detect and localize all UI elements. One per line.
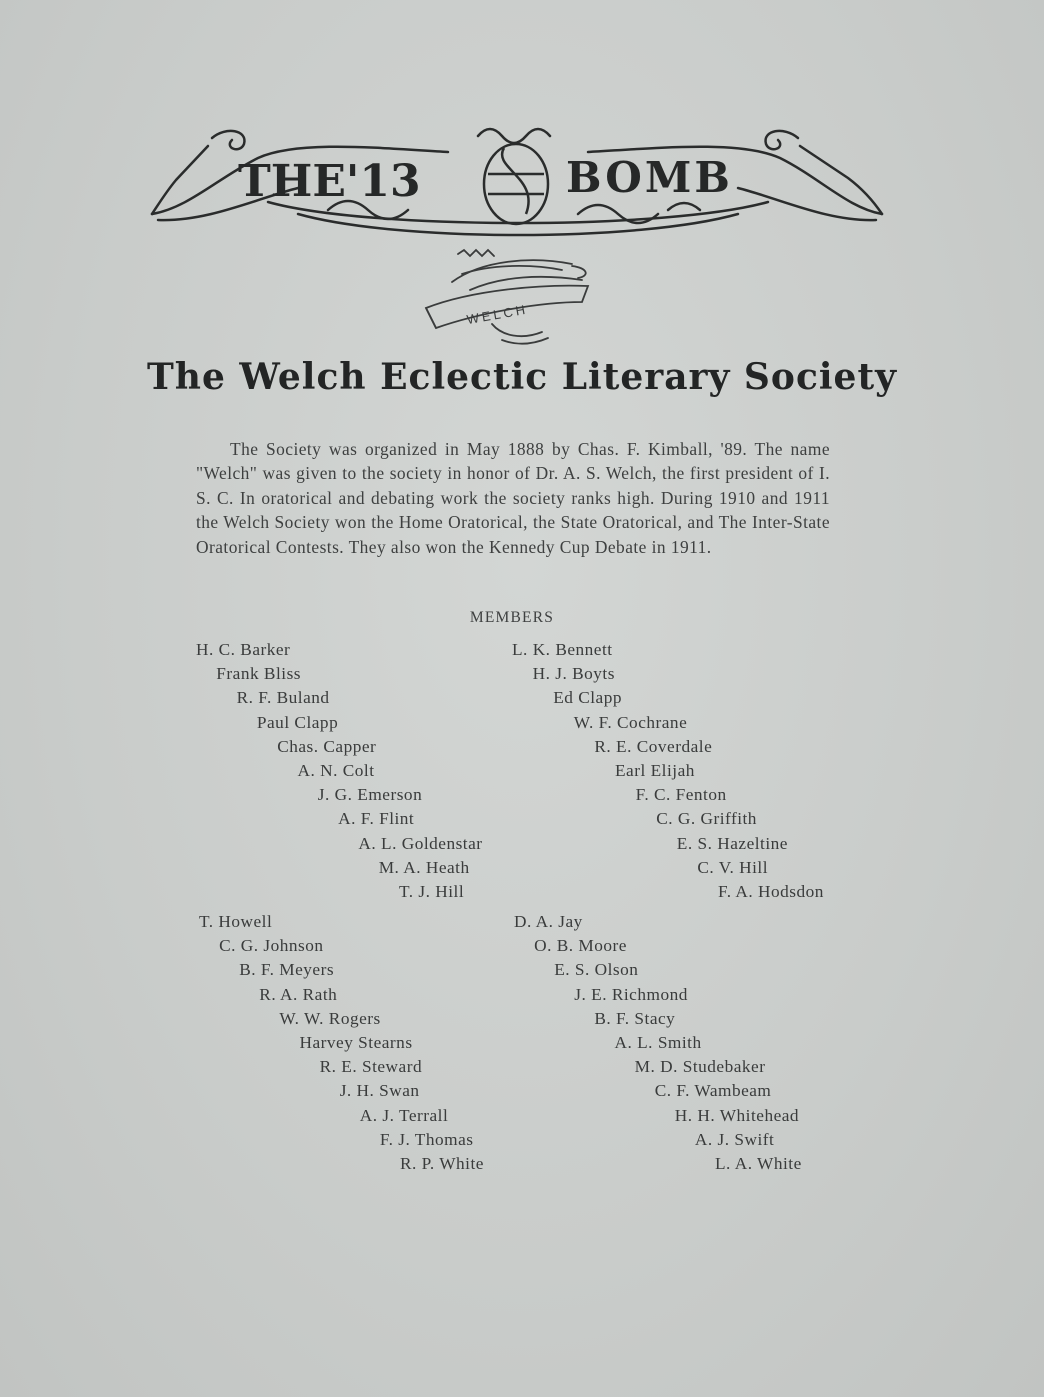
member-name: Harvey Stearns bbox=[299, 1033, 413, 1053]
member-name: F. A. Hodsdon bbox=[718, 882, 824, 902]
member-name: R. F. Buland bbox=[236, 688, 330, 708]
member-name: L. K. Bennett bbox=[512, 640, 613, 659]
member-name: R. E. Steward bbox=[319, 1057, 423, 1077]
member-name: J. E. Richmond bbox=[574, 984, 688, 1004]
member-name: A. J. Terrall bbox=[359, 1105, 449, 1125]
member-name: A. L. Goldenstar bbox=[358, 833, 483, 853]
welch-emblem bbox=[422, 246, 594, 348]
member-name: H. J. Boyts bbox=[532, 664, 615, 684]
member-name: W. F. Cochrane bbox=[573, 712, 688, 732]
members-heading: MEMBERS bbox=[469, 609, 555, 626]
member-name: Chas. Capper bbox=[277, 736, 377, 756]
member-name: R. P. White bbox=[400, 1154, 484, 1174]
member-name: M. D. Studebaker bbox=[634, 1057, 766, 1077]
svg-text:BOMB: BOMB bbox=[566, 153, 733, 202]
member-name: E. S. Hazeltine bbox=[676, 833, 788, 853]
member-name: A. N. Colt bbox=[297, 761, 375, 781]
member-name: R. E. Coverdale bbox=[594, 736, 713, 756]
members-block1-right bbox=[512, 638, 824, 904]
member-name: L. A. White bbox=[715, 1154, 802, 1174]
member-name: E. S. Olson bbox=[554, 960, 639, 980]
page-title: The Welch Eclectic Literary Society bbox=[146, 356, 897, 398]
member-name: H. H. Whitehead bbox=[674, 1105, 800, 1125]
member-name: O. B. Moore bbox=[534, 936, 627, 956]
member-name: R. A. Rath bbox=[259, 984, 338, 1004]
member-name: C. V. Hill bbox=[697, 857, 769, 877]
member-name: J. H. Swan bbox=[339, 1081, 420, 1101]
member-name: A. J. Swift bbox=[694, 1129, 775, 1149]
members-block2-right bbox=[514, 910, 802, 1176]
member-name: C. G. Johnson bbox=[219, 936, 324, 956]
member-name: B. F. Stacy bbox=[594, 1008, 676, 1028]
member-name: D. A. Jay bbox=[514, 912, 583, 931]
member-name: W. W. Rogers bbox=[279, 1008, 381, 1028]
member-name: Earl Elijah bbox=[615, 761, 695, 781]
member-name: F. J. Thomas bbox=[379, 1129, 474, 1149]
member-name: M. A. Heath bbox=[378, 857, 470, 877]
member-name: C. F. Wambeam bbox=[654, 1081, 772, 1101]
member-name: T. J. Hill bbox=[399, 882, 465, 902]
member-name: A. L. Smith bbox=[614, 1033, 702, 1053]
intro-paragraph bbox=[196, 437, 830, 559]
bomb-banner-logo bbox=[148, 118, 886, 248]
intro-text: The Society was organized in May 1888 by Chas. F. Kimball, '89. The name "Welch" was given to the society in honor of Dr. A. S. Welch, the first president of I. S. C. In oratorical and debating work the society ranks high. During 1910 and 1911 the Welch Society won the Home Oratorical, the State Oratorical, and The Inter-State Oratorical Contests. They also won the Kennedy Cup Debate in 1911. bbox=[196, 439, 830, 557]
banner-text: THE'13 bbox=[238, 156, 421, 207]
member-name: H. C. Barker bbox=[196, 640, 291, 659]
member-name: Frank Bliss bbox=[216, 664, 302, 684]
member-name: A. F. Flint bbox=[338, 809, 415, 829]
member-name: B. F. Meyers bbox=[239, 960, 335, 980]
member-name: Ed Clapp bbox=[553, 688, 622, 708]
emblem-label: WELCH bbox=[465, 301, 530, 328]
members-block1-left bbox=[196, 638, 483, 904]
members-block2-left bbox=[199, 910, 484, 1176]
member-name: T. Howell bbox=[199, 912, 273, 931]
member-name: Paul Clapp bbox=[256, 712, 339, 732]
member-name: F. C. Fenton bbox=[635, 785, 727, 805]
member-name: J. G. Emerson bbox=[317, 785, 423, 805]
member-name: C. G. Griffith bbox=[656, 809, 757, 829]
